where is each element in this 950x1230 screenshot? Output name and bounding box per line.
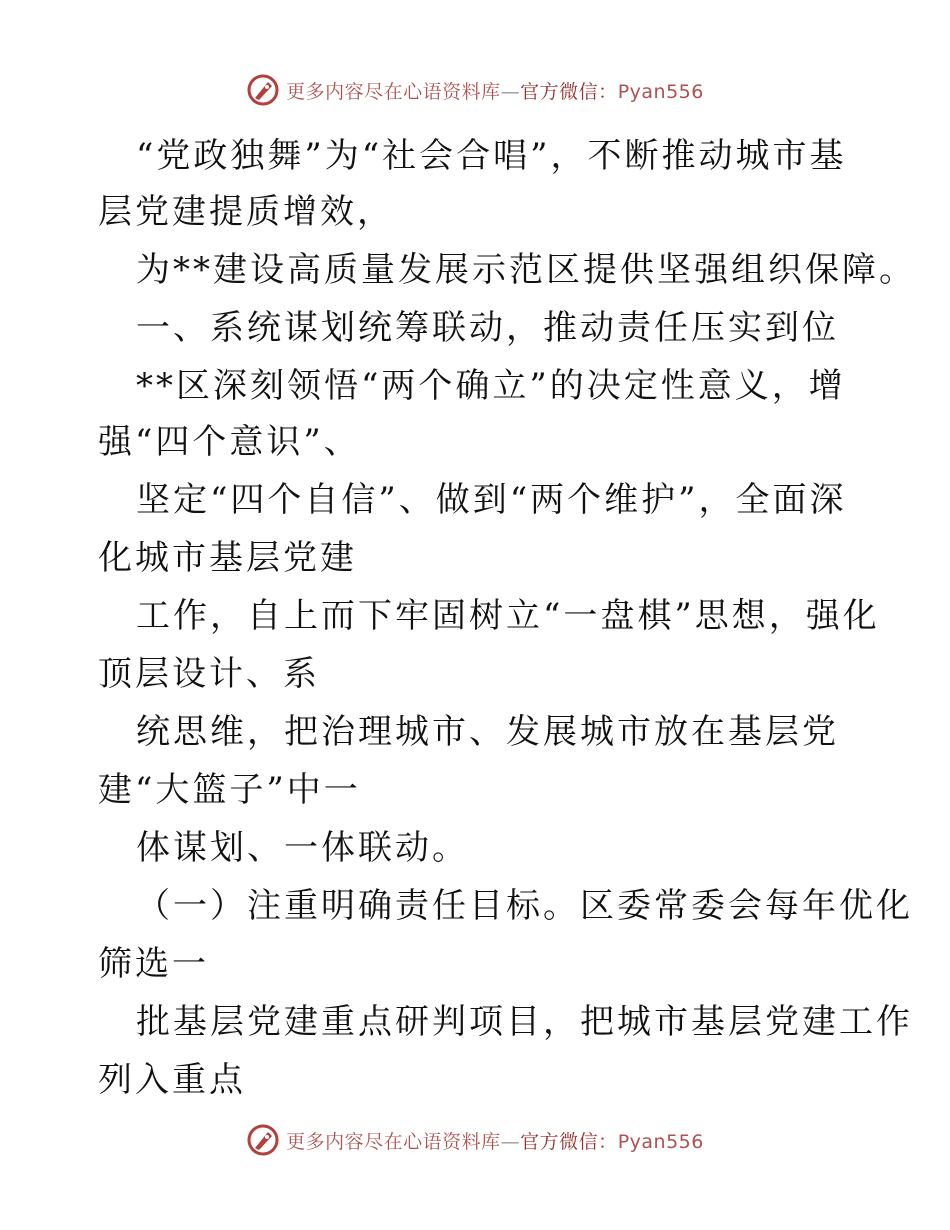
subsection-heading: （一）注重明确责任目标。区委常委会每年优化 [136, 886, 913, 926]
header-watermark [0, 70, 950, 110]
body-line: **区深刻领悟“两个确立”的决定性意义，增 [136, 366, 846, 406]
body-line: 建“大篮子”中一 [98, 770, 361, 810]
body-line: 层党建提质增效， [98, 192, 394, 232]
body-line: 化城市基层党建 [98, 538, 357, 578]
body-line: 批基层党建重点研判项目，把城市基层党建工作 [136, 1002, 913, 1042]
body-line: 坚定“四个自信”、做到“两个维护”，全面深 [136, 480, 847, 520]
watermark-wechat-id: Pyan556 [617, 1130, 704, 1153]
pen-nib-seal-icon [246, 73, 280, 107]
watermark-separator: — [500, 80, 521, 103]
body-line: 体谋划、一体联动。 [136, 828, 469, 868]
footer-watermark [0, 1120, 950, 1160]
body-line: 筛选一 [98, 944, 209, 984]
watermark-separator: — [500, 1130, 521, 1153]
body-line: 工作，自上而下牢固树立“一盘棋”思想，强化 [136, 596, 880, 636]
body-line: 为**建设高质量发展示范区提供坚强组织保障。 [136, 250, 916, 290]
body-line: 列入重点 [98, 1060, 246, 1100]
watermark-wechat-label: 官方微信： [520, 1130, 618, 1153]
watermark-site: 更多内容尽在心语资料库 [286, 80, 501, 103]
watermark-text [286, 1127, 704, 1154]
body-line: 顶层设计、系 [98, 654, 320, 694]
pen-nib-seal-icon [246, 1123, 280, 1157]
watermark-wechat-label: 官方微信： [520, 80, 618, 103]
watermark-site: 更多内容尽在心语资料库 [286, 1130, 501, 1153]
body-line: “党政独舞”为“社会合唱”，不断推动城市基 [136, 136, 847, 176]
watermark-wechat-id: Pyan556 [617, 80, 704, 103]
body-line: 统思维，把治理城市、发展城市放在基层党 [136, 712, 839, 752]
section-heading: 一、系统谋划统筹联动，推动责任压实到位 [136, 308, 839, 348]
watermark-text [286, 77, 704, 104]
document-body [0, 120, 950, 1110]
body-line: 强“四个意识”、 [98, 422, 361, 462]
